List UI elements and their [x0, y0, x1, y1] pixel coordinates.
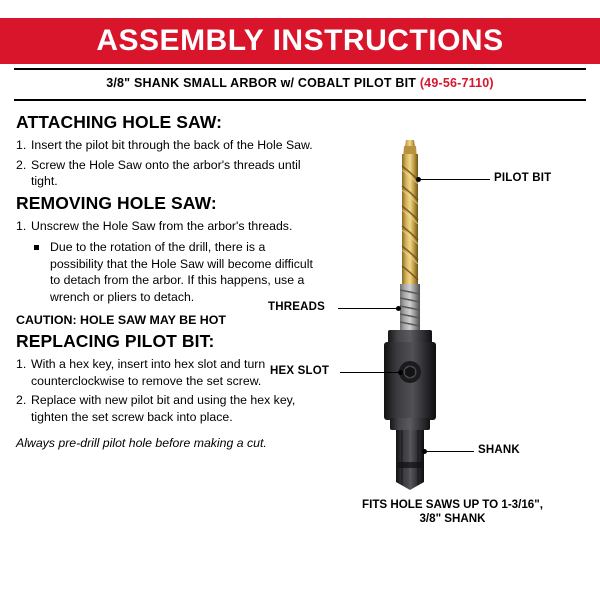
- step-number: 1.: [16, 218, 27, 233]
- arbor-illustration: [268, 110, 595, 530]
- divider-bottom: [14, 99, 586, 101]
- callout-leader-pilot-bit: [420, 179, 490, 180]
- step-text: With a hex key, insert into hex slot and turn counterclockwise to remove the set screw.: [31, 357, 266, 388]
- list-item: [16, 392, 316, 425]
- subtitle: [0, 76, 600, 90]
- page-title: ASSEMBLY INSTRUCTIONS: [96, 24, 504, 57]
- arbor-drawing-svg: [310, 110, 595, 530]
- callout-label-hex-slot: HEX SLOT: [270, 365, 330, 377]
- step-text: Replace with new pilot bit and using the hex key, tighten the set screw back into place.: [31, 393, 296, 424]
- steps-attaching: [16, 137, 316, 190]
- callout-label-threads: THREADS: [268, 301, 325, 313]
- list-item: [16, 218, 316, 235]
- model-code: (49-56-7110): [419, 76, 494, 90]
- square-bullet-icon: [34, 245, 39, 250]
- step-number: 2.: [16, 157, 27, 172]
- instructions-column: [16, 112, 316, 451]
- section-heading-replacing: REPLACING PILOT BIT:: [16, 331, 215, 351]
- list-item: [16, 137, 316, 154]
- step-number: 1.: [16, 357, 27, 371]
- fits-line-1: FITS HOLE SAWS UP TO 1-3/16",: [362, 498, 543, 511]
- callout-leader-shank: [426, 451, 474, 452]
- list-item: [16, 157, 316, 190]
- footer-note: Always pre-drill pilot hole before making a cut.: [16, 436, 267, 450]
- step-text: Unscrew the Hole Saw from the arbor's threads.: [31, 218, 293, 233]
- step-text: Insert the pilot bit through the back of the Hole Saw.: [31, 138, 313, 152]
- section-heading-removing: REMOVING HOLE SAW:: [16, 192, 217, 213]
- fits-caption: [310, 498, 595, 526]
- step-number: 2.: [16, 393, 27, 407]
- bullets-removing: [16, 239, 316, 305]
- step-number: 1.: [16, 138, 27, 152]
- list-item: [16, 239, 316, 305]
- step-text: Screw the Hole Saw onto the arbor's threads until tight.: [31, 157, 301, 188]
- callout-leader-hex-slot: [340, 372, 400, 373]
- callout-leader-threads: [338, 308, 398, 309]
- callout-label-shank: SHANK: [478, 444, 520, 456]
- caution-text: CAUTION: HOLE SAW MAY BE HOT: [16, 313, 226, 327]
- steps-removing: [16, 218, 316, 235]
- divider-top: [14, 68, 586, 70]
- subtitle-text: 3/8" SHANK SMALL ARBOR w/ COBALT PILOT BIT: [106, 76, 417, 90]
- bullet-text: Due to the rotation of the drill, there is a possibility that the Hole Saw will become difficult to detach from the arbor. If this happens, use a wrench or pliers to detach.: [50, 240, 313, 304]
- section-heading-attaching: ATTACHING HOLE SAW:: [16, 112, 223, 132]
- callout-label-pilot-bit: PILOT BIT: [494, 172, 552, 184]
- fits-line-2: 3/8" SHANK: [419, 512, 486, 525]
